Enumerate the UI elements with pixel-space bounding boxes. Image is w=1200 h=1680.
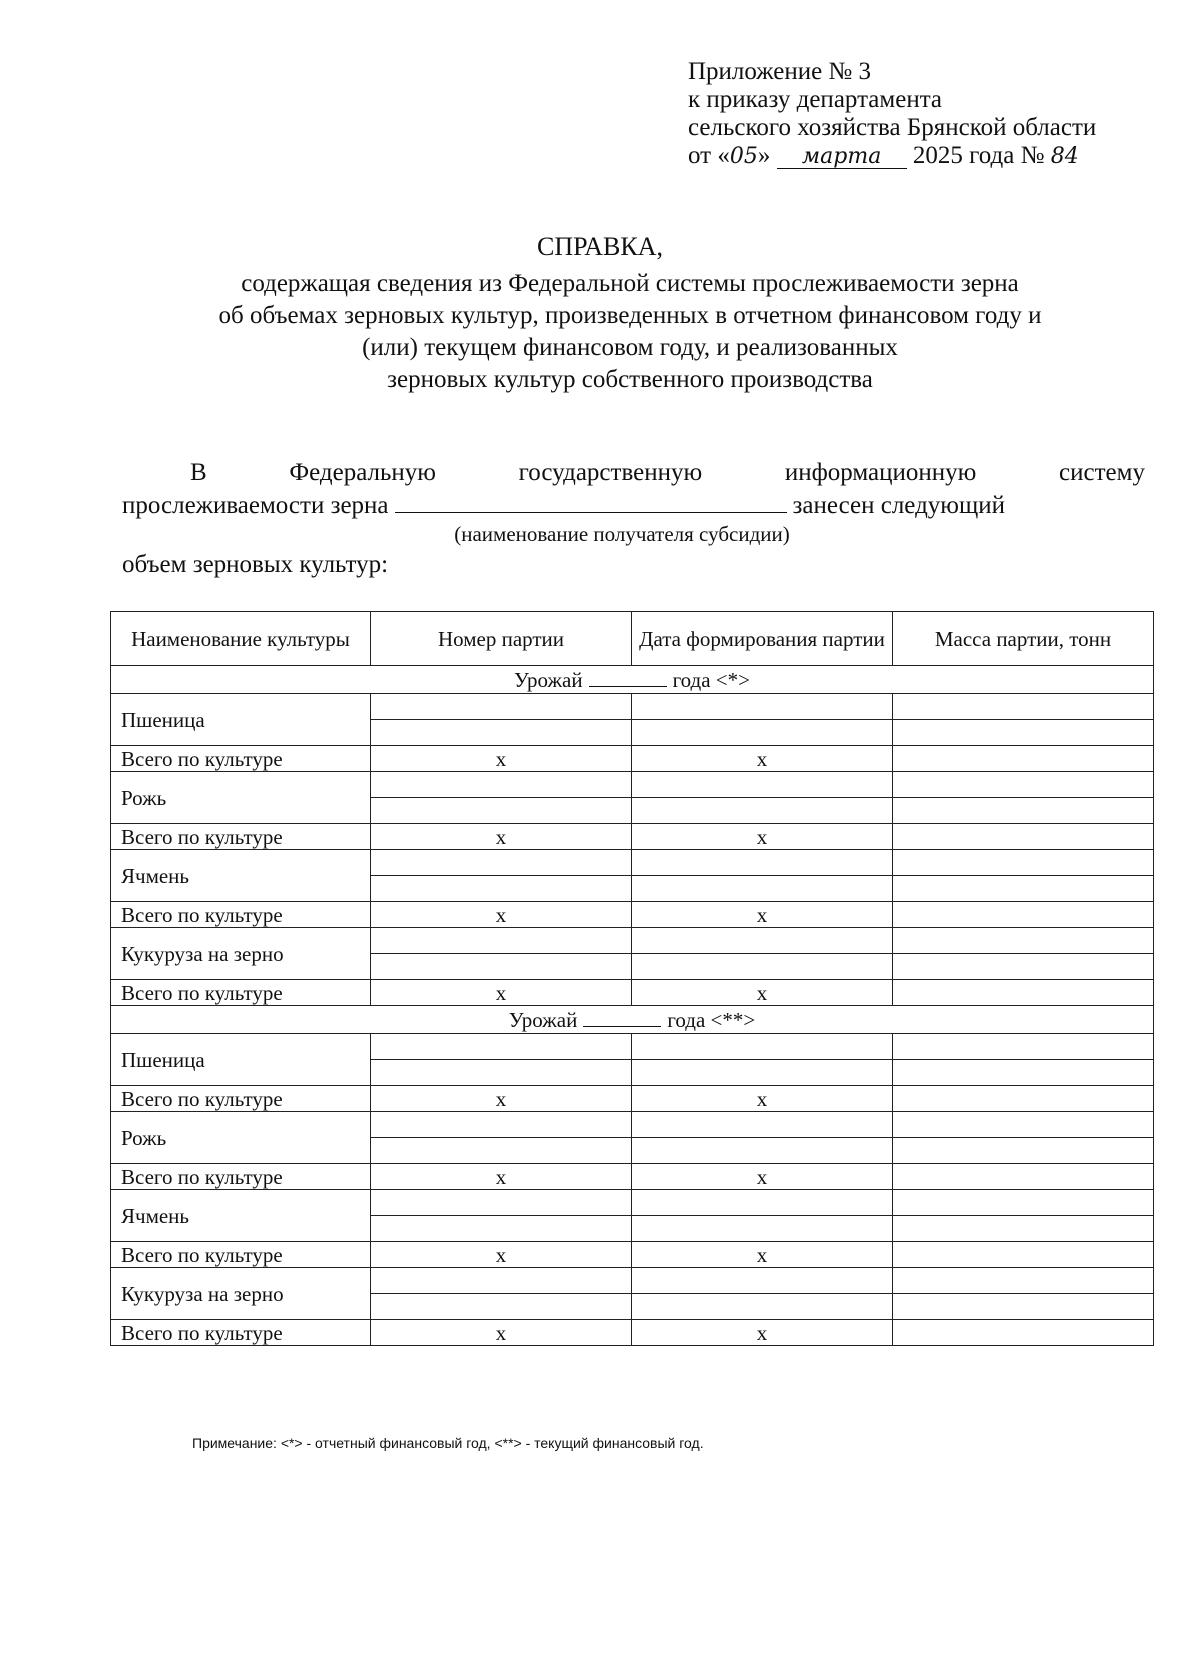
batch-mass-cell[interactable]	[893, 1034, 1154, 1060]
crop-total-row	[111, 1242, 1154, 1268]
batch-number-cell[interactable]	[371, 1190, 632, 1216]
not-applicable-mark: x	[371, 1320, 632, 1346]
batch-date-cell[interactable]	[632, 1268, 893, 1294]
header-batch-date: Дата формирования партии	[632, 612, 893, 666]
crop-total-label: Всего по культуре	[111, 824, 371, 850]
not-applicable-mark: x	[632, 1086, 893, 1112]
crop-entry-row	[111, 928, 1154, 954]
batch-mass-cell[interactable]	[893, 850, 1154, 876]
batch-mass-cell[interactable]	[893, 1112, 1154, 1138]
crop-total-label: Всего по культуре	[111, 902, 371, 928]
appendix-header	[688, 58, 1188, 171]
crop-total-row	[111, 824, 1154, 850]
crop-name-cell: Рожь	[111, 1112, 371, 1164]
crop-total-label: Всего по культуре	[111, 980, 371, 1006]
batch-date-cell[interactable]	[632, 694, 893, 720]
total-mass-cell[interactable]	[893, 746, 1154, 772]
not-applicable-mark: x	[371, 824, 632, 850]
total-mass-cell[interactable]	[893, 1320, 1154, 1346]
batch-number-cell[interactable]	[371, 1112, 632, 1138]
recipient-name-field[interactable]	[395, 490, 787, 513]
batch-number-cell[interactable]	[371, 1268, 632, 1294]
batch-date-cell[interactable]	[632, 1112, 893, 1138]
batch-date-cell[interactable]	[632, 1060, 893, 1086]
crop-entry-row	[111, 694, 1154, 720]
not-applicable-mark: x	[632, 902, 893, 928]
batch-number-cell[interactable]	[371, 720, 632, 746]
batch-date-cell[interactable]	[632, 1216, 893, 1242]
order-month: марта	[801, 144, 882, 169]
batch-date-cell[interactable]	[632, 1034, 893, 1060]
batch-number-cell[interactable]	[371, 1138, 632, 1164]
order-number: 84	[1050, 144, 1079, 169]
batch-mass-cell[interactable]	[893, 1216, 1154, 1242]
grain-volume-table	[110, 611, 1154, 1346]
batch-number-cell[interactable]	[371, 928, 632, 954]
total-mass-cell[interactable]	[893, 980, 1154, 1006]
crop-entry-row	[111, 850, 1154, 876]
batch-mass-cell[interactable]	[893, 1138, 1154, 1164]
batch-mass-cell[interactable]	[893, 928, 1154, 954]
batch-date-cell[interactable]	[632, 1138, 893, 1164]
total-mass-cell[interactable]	[893, 1164, 1154, 1190]
batch-number-cell[interactable]	[371, 876, 632, 902]
total-mass-cell[interactable]	[893, 1086, 1154, 1112]
document-subtitle	[180, 268, 1080, 396]
department-name: сельского хозяйства Брянской области	[688, 114, 1097, 141]
batch-mass-cell[interactable]	[893, 1060, 1154, 1086]
subtitle-line: (или) текущем финансовом году, и реализованных	[362, 334, 898, 361]
crop-total-label: Всего по культуре	[111, 1164, 371, 1190]
crop-entry-row	[111, 1112, 1154, 1138]
batch-mass-cell[interactable]	[893, 1268, 1154, 1294]
crop-name-cell: Ячмень	[111, 1190, 371, 1242]
batch-mass-cell[interactable]	[893, 954, 1154, 980]
order-month-field	[777, 145, 907, 169]
crop-total-row	[111, 1164, 1154, 1190]
crop-entry-row	[111, 772, 1154, 798]
harvest-section-row	[111, 1006, 1154, 1034]
header-batch-mass: Масса партии, тонн	[893, 612, 1154, 666]
harvest-section-row	[111, 666, 1154, 694]
batch-mass-cell[interactable]	[893, 720, 1154, 746]
harvest-section-header: Урожай года <*>	[111, 666, 1154, 694]
crop-name-cell: Кукуруза на зерно	[111, 928, 371, 980]
crop-name-cell: Пшеница	[111, 694, 371, 746]
intro-line-2: прослеживаемости зерна занесен следующий	[122, 492, 1005, 519]
not-applicable-mark: x	[371, 1242, 632, 1268]
batch-date-cell[interactable]	[632, 928, 893, 954]
header-batch-number: Номер партии	[371, 612, 632, 666]
batch-date-cell[interactable]	[632, 1190, 893, 1216]
crop-total-row	[111, 980, 1154, 1006]
harvest-year-field[interactable]	[589, 668, 667, 687]
recipient-hint: (наименование получателя субсидии)	[454, 522, 790, 546]
total-mass-cell[interactable]	[893, 902, 1154, 928]
header-crop-name: Наименование культуры	[111, 612, 371, 666]
crop-name-cell: Пшеница	[111, 1034, 371, 1086]
crop-total-row	[111, 902, 1154, 928]
batch-number-cell[interactable]	[371, 772, 632, 798]
batch-date-cell[interactable]	[632, 850, 893, 876]
batch-date-cell[interactable]	[632, 1294, 893, 1320]
not-applicable-mark: x	[632, 746, 893, 772]
batch-date-cell[interactable]	[632, 798, 893, 824]
harvest-year-field[interactable]	[583, 1008, 661, 1027]
not-applicable-mark: x	[371, 1164, 632, 1190]
not-applicable-mark: x	[371, 746, 632, 772]
total-mass-cell[interactable]	[893, 824, 1154, 850]
intro-line-1: В Федеральную государственную информационную систему	[190, 459, 1145, 486]
not-applicable-mark: x	[632, 824, 893, 850]
batch-number-cell[interactable]	[371, 798, 632, 824]
batch-mass-cell[interactable]	[893, 876, 1154, 902]
order-year: 2025 года №	[912, 142, 1045, 169]
harvest-section-header: Урожай года <**>	[111, 1006, 1154, 1034]
crop-total-row	[111, 1086, 1154, 1112]
not-applicable-mark: x	[632, 980, 893, 1006]
document-title: СПРАВКА,	[537, 232, 663, 261]
batch-number-cell[interactable]	[371, 1216, 632, 1242]
batch-date-cell[interactable]	[632, 954, 893, 980]
not-applicable-mark: x	[371, 902, 632, 928]
batch-number-cell[interactable]	[371, 850, 632, 876]
crop-total-label: Всего по культуре	[111, 746, 371, 772]
crop-total-label: Всего по культуре	[111, 1086, 371, 1112]
batch-number-cell[interactable]	[371, 1060, 632, 1086]
crop-name-cell: Кукуруза на зерно	[111, 1268, 371, 1320]
crop-entry-row	[111, 1268, 1154, 1294]
crop-total-label: Всего по культуре	[111, 1320, 371, 1346]
not-applicable-mark: x	[632, 1242, 893, 1268]
batch-mass-cell[interactable]	[893, 798, 1154, 824]
batch-number-cell[interactable]	[371, 694, 632, 720]
footnote: Примечание: <*> - отчетный финансовый год, <**> - текущий финансовый год.	[192, 1435, 704, 1451]
batch-number-cell[interactable]	[371, 1294, 632, 1320]
crop-total-row	[111, 1320, 1154, 1346]
order-day: 05	[729, 144, 758, 169]
crop-total-row	[111, 746, 1154, 772]
order-reference: к приказу департамента	[688, 86, 943, 113]
intro-line-3: объем зерновых культур:	[122, 551, 389, 578]
not-applicable-mark: x	[371, 1086, 632, 1112]
crop-name-cell: Рожь	[111, 772, 371, 824]
batch-number-cell[interactable]	[371, 954, 632, 980]
crop-name-cell: Ячмень	[111, 850, 371, 902]
crop-entry-row	[111, 1034, 1154, 1060]
batch-mass-cell[interactable]	[893, 694, 1154, 720]
appendix-number: Приложение № 3	[688, 58, 872, 85]
crop-entry-row	[111, 1190, 1154, 1216]
subtitle-line: зерновых культур собственного производства	[387, 366, 873, 393]
batch-mass-cell[interactable]	[893, 1190, 1154, 1216]
batch-date-cell[interactable]	[632, 720, 893, 746]
batch-number-cell[interactable]	[371, 1034, 632, 1060]
batch-mass-cell[interactable]	[893, 772, 1154, 798]
crop-total-label: Всего по культуре	[111, 1242, 371, 1268]
order-date-line: от «05» марта 2025 года № 84	[688, 142, 1079, 169]
not-applicable-mark: x	[371, 980, 632, 1006]
batch-date-cell[interactable]	[632, 876, 893, 902]
total-mass-cell[interactable]	[893, 1242, 1154, 1268]
batch-date-cell[interactable]	[632, 772, 893, 798]
not-applicable-mark: x	[632, 1164, 893, 1190]
batch-mass-cell[interactable]	[893, 1294, 1154, 1320]
subtitle-line: содержащая сведения из Федеральной системы прослеживаемости зерна	[241, 270, 1019, 297]
subtitle-line: об объемах зерновых культур, произведенных в отчетном финансовом году и	[218, 302, 1042, 329]
not-applicable-mark: x	[632, 1320, 893, 1346]
